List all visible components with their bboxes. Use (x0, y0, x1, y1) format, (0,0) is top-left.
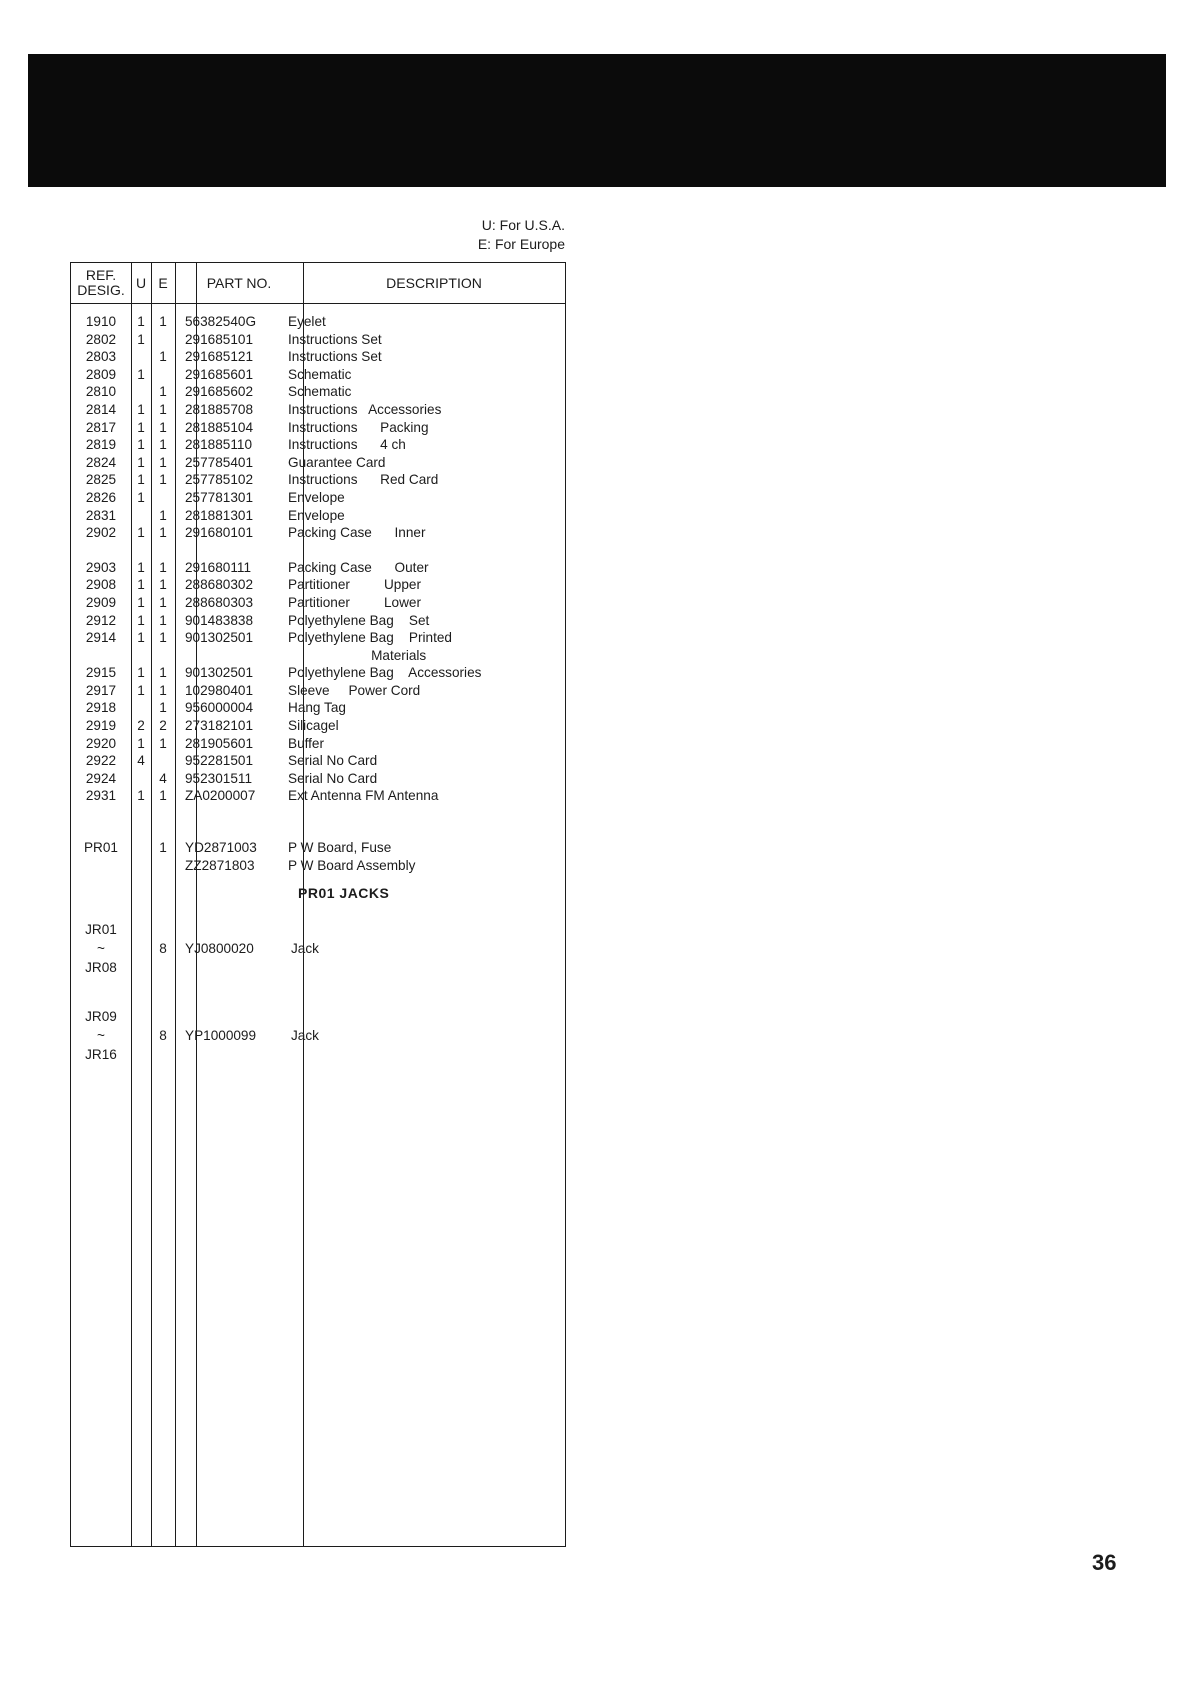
u-qty-cell (131, 1007, 151, 1064)
ref-desig-cell: 2819 (85, 437, 117, 453)
description-cell: Jack (291, 1028, 319, 1044)
part-no-cell: 281881301 (185, 507, 254, 523)
table-row (71, 735, 565, 753)
u-qty-cell (131, 699, 151, 717)
table-row (71, 383, 565, 401)
ref-desig-cell: 2917 (85, 682, 117, 698)
table-row (71, 752, 565, 770)
section-title: PR01 JACKS (298, 885, 390, 902)
header-ref-line1: REF. (85, 267, 117, 283)
e-qty-cell: 1 (159, 419, 167, 435)
part-no-cell: 257785401 (185, 454, 254, 470)
e-qty-cell: 1 (159, 384, 167, 400)
ref-desig-cell: 2903 (85, 559, 117, 575)
u-qty-cell: 1 (137, 401, 145, 417)
part-no-cell: 281885104 (185, 419, 254, 435)
description-cell: Envelope (288, 489, 345, 505)
e-qty-cell: 1 (159, 577, 167, 593)
table-row (71, 612, 565, 630)
u-qty-cell: 1 (137, 454, 145, 470)
ref-desig-cell: 2919 (85, 718, 117, 734)
table-row (71, 787, 565, 805)
description-cell: Polyethylene Bag Printed (288, 630, 452, 646)
description-cell: Instructions Set (288, 331, 382, 347)
part-no-cell: 956000004 (185, 700, 254, 716)
description-cell: Materials (288, 647, 427, 663)
u-qty-cell: 1 (137, 525, 145, 541)
table-row (71, 401, 565, 419)
table-row (71, 471, 565, 489)
e-qty-cell (151, 857, 175, 875)
range-tilde: ~ (97, 1028, 105, 1044)
jack-row (71, 1007, 565, 1064)
e-qty-cell: 1 (159, 700, 167, 716)
e-qty-cell: 4 (159, 770, 167, 786)
ref-desig-range (71, 920, 131, 977)
part-no-cell: 901302501 (185, 630, 254, 646)
u-qty-cell: 1 (137, 735, 145, 751)
ref-desig-cell: 2914 (85, 630, 117, 646)
u-qty-cell: 1 (137, 366, 145, 382)
ref-desig-cell (71, 857, 131, 875)
header-ref-desig (71, 263, 131, 303)
header-e: E (158, 274, 168, 291)
part-no-cell: 257785102 (185, 472, 254, 488)
table-row (71, 331, 565, 349)
u-qty-cell: 1 (137, 682, 145, 698)
e-qty-cell: 1 (159, 665, 167, 681)
ref-desig-cell: 2922 (85, 753, 117, 769)
part-no-cell: YP1000099 (185, 1028, 257, 1044)
u-qty-cell: 1 (137, 577, 145, 593)
table-row (71, 594, 565, 612)
e-qty-cell: 1 (159, 594, 167, 610)
ref-desig-cell: JR01 (85, 922, 117, 938)
u-qty-cell: 1 (137, 419, 145, 435)
e-qty-cell (151, 366, 175, 384)
ref-desig-cell: 2912 (85, 612, 117, 628)
u-qty-cell: 2 (137, 718, 145, 734)
part-no-cell: YJ0800020 (185, 941, 254, 957)
e-qty-cell: 1 (159, 525, 167, 541)
ref-desig-cell (71, 647, 131, 665)
table-row (71, 559, 565, 577)
ref-desig-cell: 2817 (85, 419, 117, 435)
u-qty-cell (131, 647, 151, 665)
part-no-cell: 288680303 (185, 594, 254, 610)
part-no-cell: 56382540G (185, 314, 257, 329)
u-qty-cell (131, 839, 151, 857)
part-no-cell: ZA0200007 (185, 788, 256, 804)
ref-desig-cell: 2803 (85, 349, 117, 365)
ref-desig-cell: 2909 (85, 594, 117, 610)
u-qty-cell: 1 (137, 331, 145, 347)
ref-desig-cell: 2918 (85, 700, 117, 716)
e-qty-cell: 1 (159, 314, 167, 329)
table-row (71, 507, 565, 525)
table-row (71, 664, 565, 682)
description-cell: Instructions Set (288, 349, 382, 365)
description-cell: Ext Antenna FM Antenna (288, 788, 439, 804)
e-qty-cell: 1 (159, 454, 167, 470)
table-row (71, 576, 565, 594)
part-no-cell: 291680111 (185, 559, 252, 575)
table-row (71, 647, 565, 665)
ref-desig-range (71, 1007, 131, 1064)
description-cell: Eyelet (288, 314, 326, 329)
description-cell: Serial No Card (288, 770, 378, 786)
header-ref-line2: DESIG. (77, 282, 125, 298)
e-qty-cell: 1 (159, 349, 167, 365)
ref-desig-cell: 2915 (85, 665, 117, 681)
part-no-cell: 952281501 (185, 753, 254, 769)
u-qty-cell: 1 (137, 437, 145, 453)
table-row (71, 524, 565, 542)
ref-desig-cell: 2826 (85, 489, 117, 505)
part-no-cell: 291685602 (185, 384, 254, 400)
description-cell: Partitioner Lower (288, 594, 421, 610)
u-qty-cell: 1 (137, 665, 145, 681)
description-cell: Partitioner Upper (288, 577, 421, 593)
e-qty-cell: 2 (159, 718, 167, 734)
u-qty-cell: 1 (137, 594, 145, 610)
part-no-cell: 281885110 (185, 437, 253, 453)
ref-desig-cell: JR16 (85, 1047, 117, 1063)
e-qty-cell (151, 489, 175, 507)
u-qty-cell: 4 (137, 753, 145, 769)
part-no-cell: 257781301 (185, 489, 254, 505)
jack-row (71, 920, 565, 977)
e-qty-cell: 1 (159, 507, 167, 523)
description-cell: Packing Case Outer (288, 559, 429, 575)
description-cell: Instructions Packing (288, 419, 429, 435)
part-no-cell: 281905601 (185, 735, 254, 751)
part-no-cell: 281885708 (185, 401, 254, 417)
table-row (71, 366, 565, 384)
u-qty-cell (131, 770, 151, 788)
description-cell: Hang Tag (288, 700, 346, 716)
description-cell: P W Board, Fuse (288, 840, 392, 856)
ref-desig-cell: PR01 (83, 840, 118, 856)
description-cell: Instructions Accessories (288, 401, 442, 417)
u-qty-cell: 1 (137, 314, 145, 329)
part-no-cell: 273182101 (185, 718, 254, 734)
ref-desig-cell: 2802 (85, 331, 117, 347)
table-row (71, 717, 565, 735)
header-banner (28, 54, 1166, 187)
description-cell: P W Board Assembly (288, 857, 416, 873)
description-cell: Schematic (288, 384, 352, 400)
ref-desig-cell: 2824 (85, 454, 117, 470)
ref-desig-cell: 2920 (85, 735, 117, 751)
ref-desig-cell: 2924 (85, 770, 117, 786)
description-cell: Jack (291, 941, 319, 957)
table-row (71, 857, 565, 875)
header-part-no: PART NO. (206, 274, 272, 291)
description-cell: Packing Case Inner (288, 525, 426, 541)
e-qty-cell (151, 647, 175, 665)
e-qty-cell: 1 (159, 472, 167, 488)
e-qty-cell (151, 331, 175, 349)
e-qty-cell: 8 (159, 1028, 167, 1044)
description-cell: Buffer (288, 735, 325, 751)
part-no-cell: 901483838 (185, 612, 254, 628)
ref-desig-cell: JR09 (85, 1009, 117, 1025)
description-cell: Schematic (288, 366, 352, 382)
e-qty-cell: 8 (159, 941, 167, 957)
u-qty-cell: 1 (137, 788, 145, 804)
u-qty-cell (131, 920, 151, 977)
description-cell: Instructions Red Card (288, 472, 439, 488)
u-qty-cell: 1 (137, 489, 145, 505)
ref-desig-cell: 1910 (85, 314, 117, 329)
range-tilde: ~ (97, 941, 105, 957)
header-description: DESCRIPTION (386, 274, 482, 291)
legend (420, 216, 565, 254)
description-cell: Guarantee Card (288, 454, 386, 470)
table-row (71, 348, 565, 366)
table-row (71, 454, 565, 472)
table-row (71, 682, 565, 700)
part-no-cell: 291685121 (185, 349, 254, 365)
part-no-cell: ZZ2871803 (185, 857, 255, 873)
description-cell: Polyethylene Bag Accessories (288, 665, 482, 681)
e-qty-cell: 1 (159, 437, 167, 453)
legend-europe: E: For Europe (477, 236, 565, 252)
description-cell: Instructions 4 ch (288, 437, 406, 453)
part-no-cell: 291685101 (185, 331, 254, 347)
e-qty-cell: 1 (159, 401, 167, 417)
part-no-cell: 291680101 (185, 525, 254, 541)
ref-desig-cell: 2809 (85, 366, 117, 382)
u-qty-cell (131, 383, 151, 401)
u-qty-cell: 1 (137, 630, 145, 646)
part-no-cell (175, 647, 281, 665)
ref-desig-cell: 2831 (85, 507, 117, 523)
e-qty-cell: 1 (159, 559, 167, 575)
u-qty-cell (131, 507, 151, 525)
ref-desig-cell: 2814 (85, 401, 117, 417)
table-row (71, 699, 565, 717)
ref-desig-cell: JR08 (85, 960, 117, 976)
table-row (71, 839, 565, 857)
u-qty-cell: 1 (137, 472, 145, 488)
part-no-cell: YD2871003 (185, 840, 257, 856)
header-u: U (135, 274, 147, 291)
table-row (71, 489, 565, 507)
ref-desig-cell: 2931 (85, 788, 117, 804)
e-qty-cell: 1 (159, 735, 167, 751)
table-row (71, 436, 565, 454)
table-body (71, 313, 565, 1064)
part-no-cell: 901302501 (185, 665, 254, 681)
u-qty-cell: 1 (137, 612, 145, 628)
e-qty-cell: 1 (159, 682, 167, 698)
description-cell: Polyethylene Bag Set (288, 612, 430, 628)
ref-desig-cell: 2825 (85, 472, 117, 488)
description-cell: Sleeve Power Cord (288, 682, 421, 698)
page-number: 36 (1092, 1550, 1117, 1575)
part-no-cell: 102980401 (185, 682, 254, 698)
u-qty-cell (131, 857, 151, 875)
description-cell: Silicagel (288, 718, 339, 734)
ref-desig-cell: 2902 (85, 525, 117, 541)
e-qty-cell: 1 (159, 788, 167, 804)
ref-desig-cell: 2810 (85, 384, 117, 400)
legend-usa: U: For U.S.A. (481, 217, 565, 233)
description-cell: Envelope (288, 507, 345, 523)
e-qty-cell: 1 (159, 630, 167, 646)
table-row (71, 629, 565, 647)
part-no-cell: 288680302 (185, 577, 254, 593)
part-no-cell: 291685601 (185, 366, 254, 382)
table-row (71, 770, 565, 788)
parts-table (70, 262, 566, 1547)
e-qty-cell: 1 (159, 840, 167, 856)
part-no-cell: 952301511 (185, 770, 253, 786)
table-row (71, 313, 565, 331)
ref-desig-cell: 2908 (85, 577, 117, 593)
u-qty-cell: 1 (137, 559, 145, 575)
description-cell: Serial No Card (288, 753, 378, 769)
u-qty-cell (131, 348, 151, 366)
table-row (71, 419, 565, 437)
e-qty-cell: 1 (159, 612, 167, 628)
e-qty-cell (151, 752, 175, 770)
